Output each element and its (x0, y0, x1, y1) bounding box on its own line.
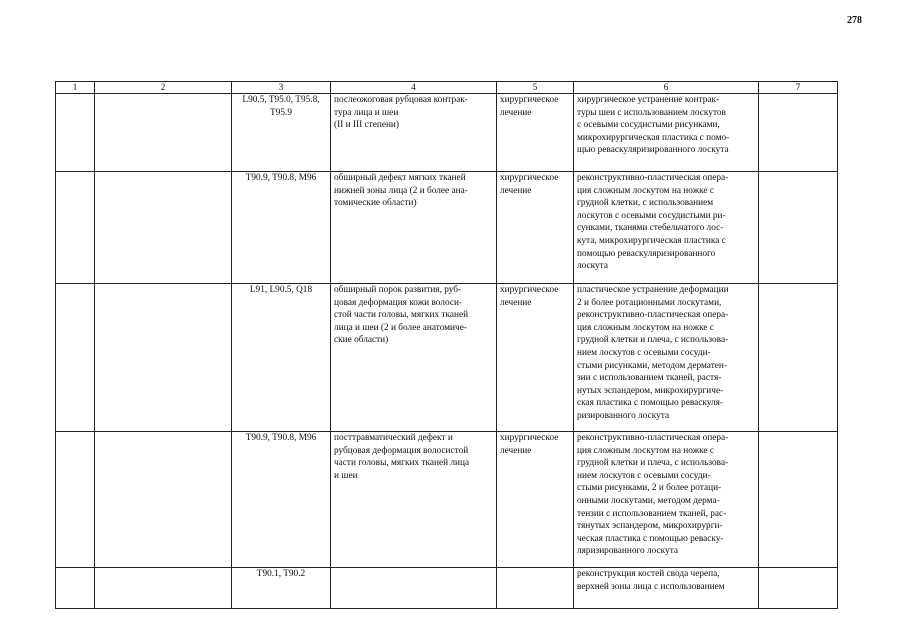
diagnosis-code: T90.9, T90.8, M96 (245, 433, 317, 443)
medical-procedures-table (55, 81, 838, 609)
treatment-method: реконструктивно-пластическая опера- ция сложным лоскутом на ножке с грудной клетки, с использованием лоскутов с осевыми сосудистыми ри- сунками, тканями стебельчатого лос- кута, микрохирургическая пластика с помощью реваскуляризированного лоскута (577, 173, 729, 272)
column-number-row (56, 82, 838, 94)
column-number-4: 4 (331, 82, 497, 94)
cell-col7 (759, 94, 838, 172)
table-row (56, 432, 838, 568)
cell-col2 (95, 284, 232, 432)
diagnosis-description: обширный дефект мягких тканей нижней зоны лица (2 и более ана- томические области) (334, 173, 468, 209)
column-number-3: 3 (232, 82, 331, 94)
cell-col7 (759, 172, 838, 284)
cell-col1 (56, 432, 95, 568)
cell-col2 (95, 94, 232, 172)
cell-col1 (56, 94, 95, 172)
column-number-7: 7 (759, 82, 838, 94)
diagnosis-code: T90.9, T90.8, M96 (245, 173, 317, 183)
treatment-method: хирургическое устранение контрак- туры шеи с использованием лоскутов с осевыми сосудистыми рисунками, микрохирургическая пластика с помо- щью реваскуляризированного лоскута (577, 95, 730, 156)
diagnosis-code: L91, L90.5, Q18 (249, 285, 313, 295)
treatment-type: хирургическое лечение (500, 285, 559, 308)
table-row (56, 94, 838, 172)
cell-col7 (759, 432, 838, 568)
diagnosis-description: послеожоговая рубцовая контрак- тура лица и шеи (II и III степени) (334, 95, 468, 131)
cell-col1 (56, 568, 95, 609)
cell-col7 (759, 284, 838, 432)
treatment-method: реконструктивно-пластическая опера- ция сложным лоскутом на ножке с грудной клетки и плеча, с использова- нием лоскутов с осевыми сосуди- стыми рисунками, 2 и более ротаци- онными лоскутами, методом дерма- тензии с использованием тканей, рас- тянутых эспандером, микрохирурги- ческая пластика с помощью реваску- ляризированного лоскута (577, 433, 729, 557)
cell-col2 (95, 432, 232, 568)
column-number-5: 5 (497, 82, 574, 94)
diagnosis-description: посттравматический дефект и рубцовая деформация волосистой части головы, мягких тканей лица и шеи (334, 433, 470, 481)
table-row (56, 284, 838, 432)
treatment-type: хирургическое лечение (500, 173, 559, 196)
treatment-type: хирургическое лечение (500, 433, 559, 456)
table-row (56, 568, 838, 609)
treatment-type: хирургическое лечение (500, 95, 559, 118)
column-number-6: 6 (574, 82, 759, 94)
column-number-1: 1 (56, 82, 95, 94)
cell-col7 (759, 568, 838, 609)
diagnosis-code: T90.1, T90.2 (256, 569, 306, 579)
table-row (56, 172, 838, 284)
column-number-2: 2 (95, 82, 232, 94)
treatment-method: реконструкция костей свода черепа, верхней зоны лица с использованием (577, 569, 725, 592)
cell-col1 (56, 284, 95, 432)
cell-col2 (95, 568, 232, 609)
diagnosis-code: L90.5, T95.0, T95.8, T95.9 (242, 95, 320, 118)
cell-col1 (56, 172, 95, 284)
diagnosis-description: обширный порок развития, руб- цовая деформация кожи волоси- стой части головы, мягких тканей лица и шеи (2 и более анатомиче- ские области) (334, 285, 469, 346)
treatment-method: пластическое устранение деформации 2 и более ротационными лоскутами, реконструктивно-пластическая опера- ция сложным лоскутом на ножке с грудной клетки и плеча, с использова- нием лоскутов с осевыми сосуди- стыми рисунками, методом дерматен- зии с использованием тканей, растя- нутых эспандером, микрохирургиче- ская пластика с помощью реваскуля- ризированного лоскута (577, 285, 729, 421)
page-number: 278 (847, 15, 862, 26)
cell-col2 (95, 172, 232, 284)
